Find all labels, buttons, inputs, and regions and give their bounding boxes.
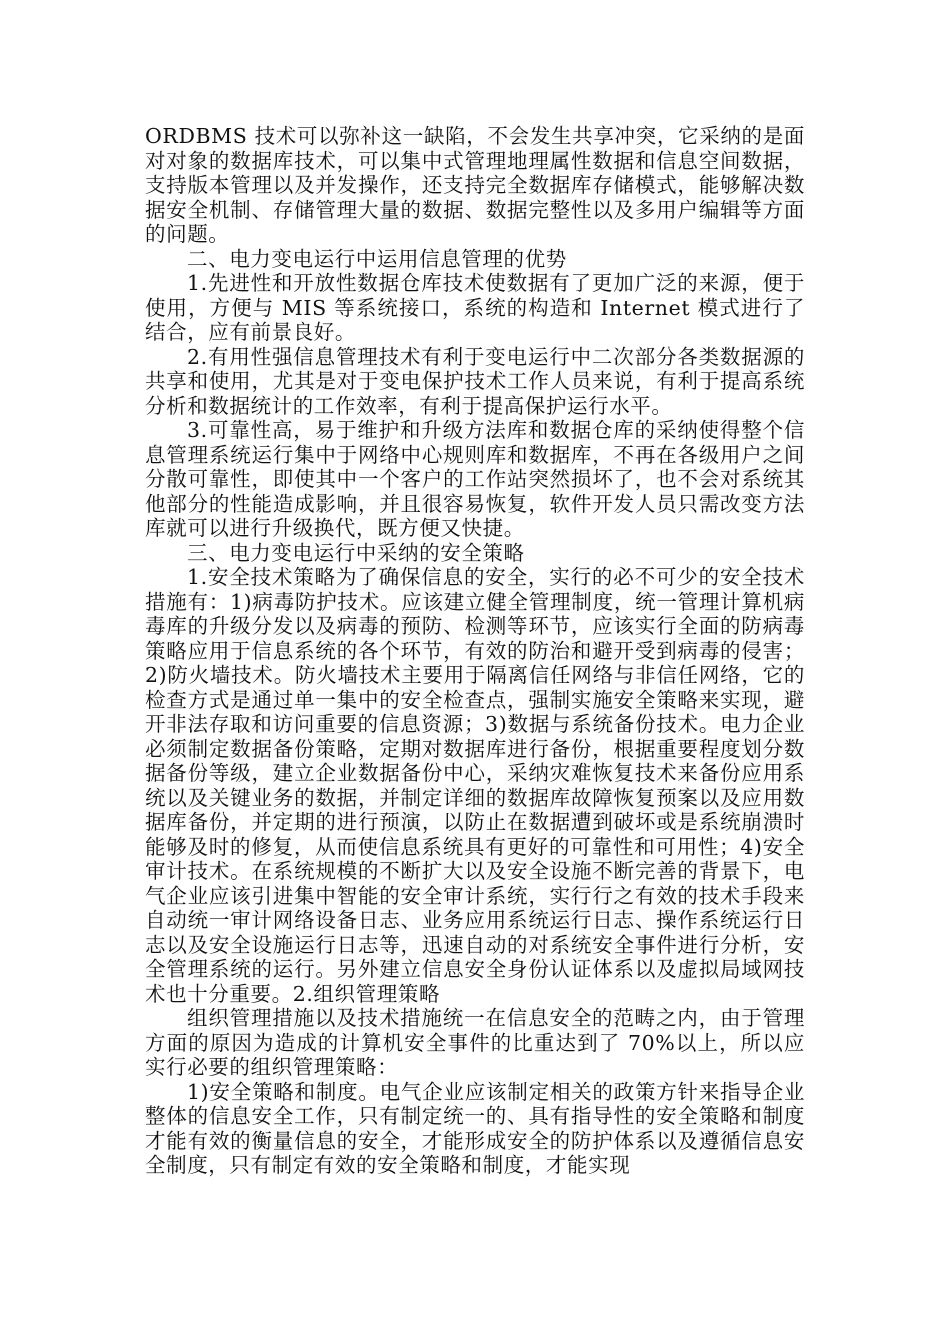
section-heading-security-strategy: 三、电力变电运行中采纳的安全策略: [187, 540, 525, 565]
paragraph-advantage-1: 1.先进性和开放性数据仓库技术使数据有了更加广泛的来源，便于使用，方便与 MIS 等系统接口，系统的构造和 Internet 模式进行了结合，应有前景良好。: [145, 271, 805, 344]
paragraph-security-policy: 1)安全策略和制度。电气企业应该制定相关的政策方针来指导企业整体的信息安全工作，只有制定统一的、具有指导性的安全策略和制度才能有效的衡量信息的安全，才能形成安全的防护体系以及遵循信息安全制度，只有制定有效的安全策略和制度，才能实现: [145, 1079, 805, 1177]
document-body: [145, 124, 805, 1178]
paragraph-organizational-management: 组织管理措施以及技术措施统一在信息安全的范畴之内，由于管理方面的原因为造成的计算机安全事件的比重达到了 70%以上，所以应实行必要的组织管理策略：: [145, 1006, 805, 1079]
section-heading-advantages: 二、电力变电运行中运用信息管理的优势: [187, 246, 567, 271]
paragraph-security-technical: 1.安全技术策略为了确保信息的安全，实行的必不可少的安全技术措施有：1)病毒防护技术。应该建立健全管理制度，统一管理计算机病毒库的升级分发以及病毒的预防、检测等环节，应该实行全面的防病毒策略应用于信息系统的各个环节，有效的防治和避开受到病毒的侵害；2)防火墙技术。防火墙技术主要用于隔离信任网络与非信任网络，它的检查方式是通过单一集中的安全检查点，强制实施安全策略来实现，避开非法存取和访问重要的信息资源；3)数据与系统备份技术。电力企业必须制定数据备份策略，定期对数据库进行备份，根据重要程度划分数据备份等级，建立企业数据备份中心，采纳灾难恢复技术来备份应用系统以及关键业务的数据，并制定详细的数据库故障恢复预案以及应用数据库备份，并定期的进行预演，以防止在数据遭到破坏或是系统崩溃时能够及时的修复，从而使信息系统具有更好的可靠性和可用性；4)安全审计技术。在系统规模的不断扩大以及安全设施不断完善的背景下，电气企业应该引进集中智能的安全审计系统，实行行之有效的技术手段来自动统一审计网络设备日志、业务应用系统运行日志、操作系统运行日志以及安全设施运行日志等，迅速自动的对系统安全事件进行分析，安全管理系统的运行。另外建立信息安全身份认证体系以及虚拟局域网技术也十分重要。2.组织管理策略: [145, 565, 805, 1006]
paragraph-ordbms-continuation: ORDBMS 技术可以弥补这一缺陷，不会发生共享冲突，它采纳的是面对对象的数据库技术，可以集中式管理地理属性数据和信息空间数据，支持版本管理以及并发操作，还支持完全数据库存储模式，能够解决数据安全机制、存储管理大量的数据、数据完整性以及多用户编辑等方面的问题。: [145, 124, 805, 246]
paragraph-advantage-2: 2.有用性强信息管理技术有利于变电运行中二次部分各类数据源的共享和使用，尤其是对于变电保护技术工作人员来说，有利于提高系统分析和数据统计的工作效率，有利于提高保护运行水平。: [145, 344, 805, 418]
paragraph-advantage-3: 3.可靠性高，易于维护和升级方法库和数据仓库的采纳使得整个信息管理系统运行集中于网络中心规则库和数据库，不再在各级用户之间分散可靠性，即使其中一个客户的工作站突然损坏了，也不会对系统其他部分的性能造成影响，并且很容易恢复，软件开发人员只需改变方法库就可以进行升级换代，既方便又快捷。: [145, 418, 805, 540]
